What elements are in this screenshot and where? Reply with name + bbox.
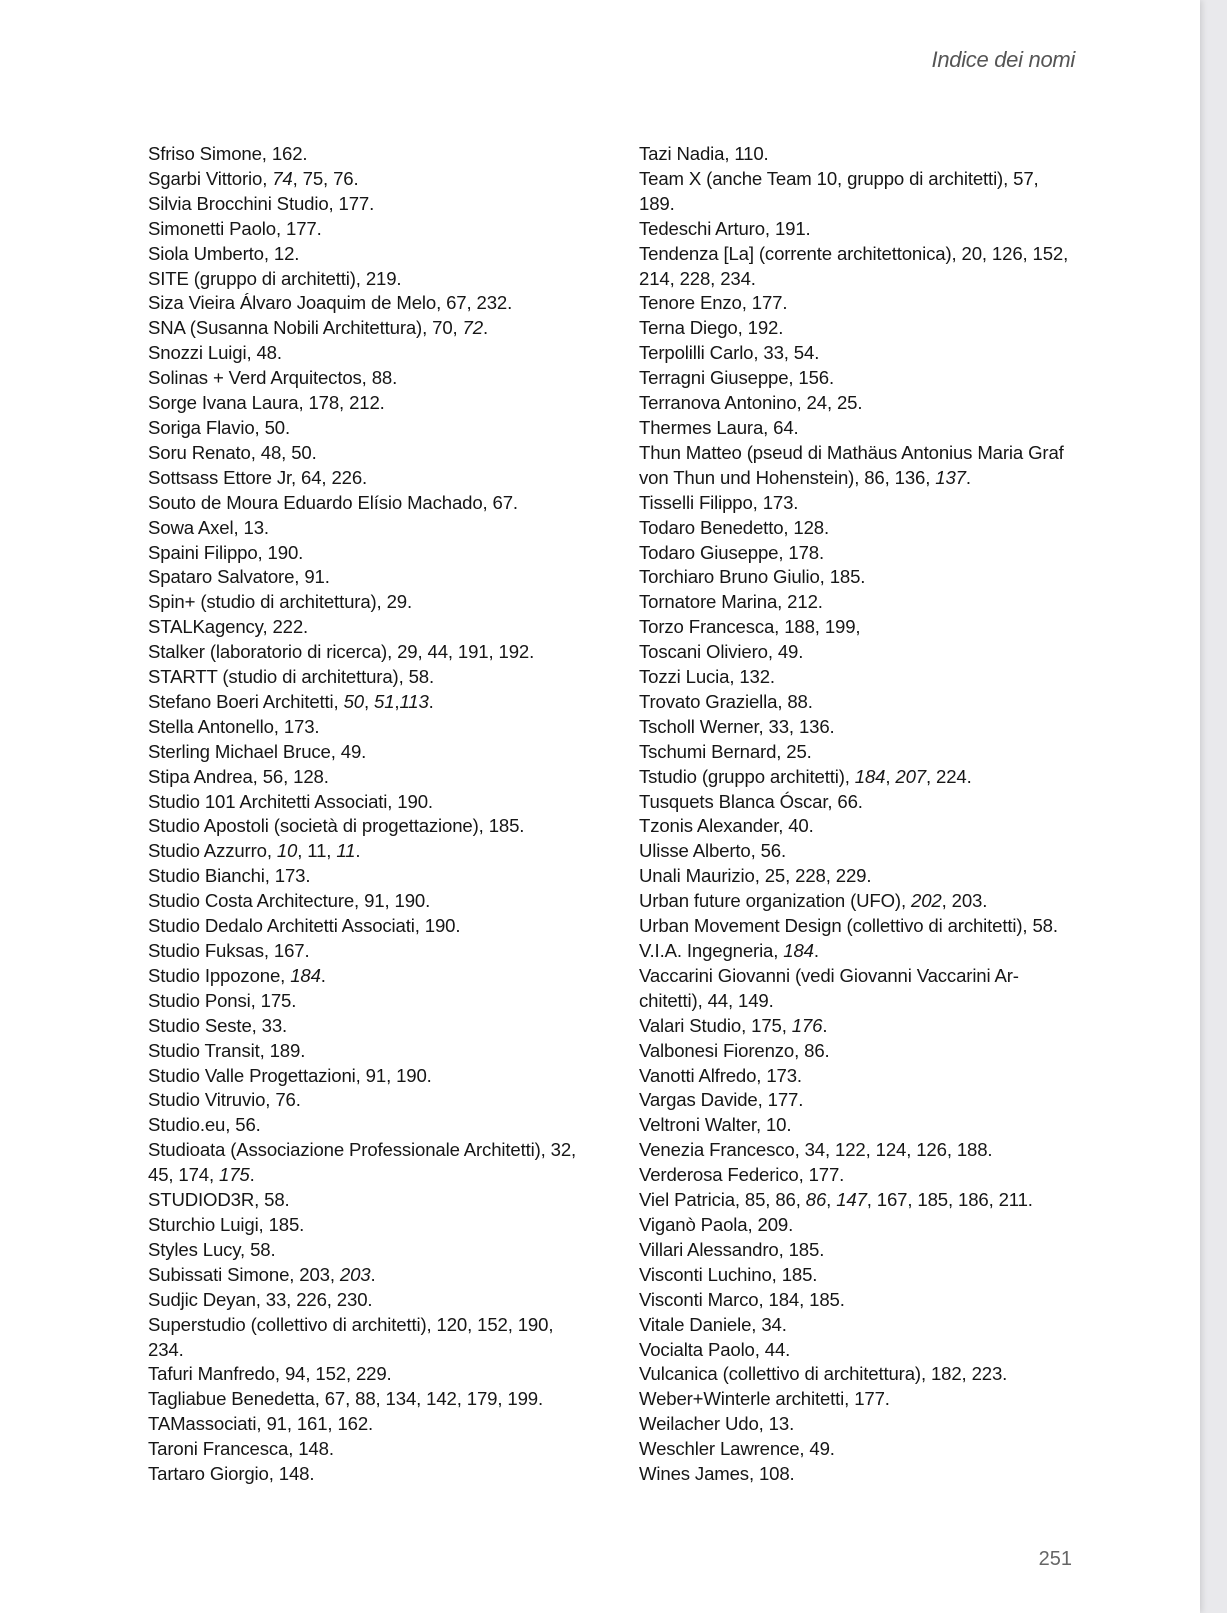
index-entry [639,366,1077,391]
index-entry-text: Studio Seste, 33. [148,1014,288,1036]
index-entry [148,740,596,765]
index-entry-text: , [394,690,400,712]
index-entry-page-ref-italic: 86 [805,1189,827,1211]
index-entry [639,1238,1077,1263]
index-entry-text: Sorge Ivana Laura, 178, 212. [148,392,385,414]
index-entry-text: . [355,840,361,862]
index-entry-page-ref-italic: 184 [854,765,886,787]
index-entry-text: Soriga Flavio, 50. [148,416,290,438]
index-entry-text: . [813,940,819,961]
index-entry [639,167,1077,192]
index-entry-text: Silvia Brocchini Studio, 177. [148,192,375,214]
index-entry-page-ref-italic: 175 [219,1164,250,1186]
index-entry-text: Studio 101 Architetti Associati, 190. [148,790,433,812]
index-entry-page-ref-italic: 202 [911,890,942,912]
index-entry-text: Studioata (Associazione Professionale Architetti), 32, [148,1139,577,1161]
index-entry [148,839,596,864]
index-entry-text: Tusquets Blanca Óscar, 66. [639,790,863,812]
index-entry [639,790,1077,815]
index-entry [639,267,1077,292]
index-entry-text: Tazi Nadia, 110. [639,143,769,164]
index-entry-text: Torzo Francesca, 188, 199, [639,616,861,638]
index-entry [148,939,596,964]
index-entry [148,491,596,516]
index-entry-page-ref-italic: 184 [783,940,814,961]
index-entry-page-ref-italic: 113 [399,690,429,712]
index-entry [639,1039,1077,1064]
index-entry-text: Veltroni Walter, 10. [639,1114,792,1136]
index-entry-text: Villari Alessandro, 185. [639,1238,825,1260]
index-entry-text: , 75, 76. [292,167,359,189]
index-entry-text: Tagliabue Benedetta, 67, 88, 134, 142, 179, 199. [148,1388,543,1410]
index-entry [148,889,596,914]
index-entry [148,291,596,316]
index-entry [639,765,1077,790]
index-entry [148,1039,596,1064]
index-entry-page-ref-italic: 207 [895,765,926,787]
index-entry-text: Sudjic Deyan, 33, 226, 230. [148,1288,373,1310]
index-entry [148,366,596,391]
index-entry [148,441,596,466]
index-entry [639,1064,1077,1089]
index-entry [148,1462,596,1487]
index-entry-text: Weilacher Udo, 13. [639,1413,795,1435]
index-entry-text: Todaro Benedetto, 128. [639,516,830,538]
index-entry-text: . [482,317,488,339]
index-entry-text: Viganò Paola, 209. [639,1213,794,1235]
index-entry-text: Studio Dedalo Architetti Associati, 190. [148,915,461,937]
index-entry-page-ref-italic: 176 [791,1014,823,1036]
index-entry [148,565,596,590]
index-entry [639,1088,1077,1113]
index-entry-text: Souto de Moura Eduardo Elísio Machado, 67. [148,491,518,513]
index-entry-page-ref-italic: 10 [276,840,298,862]
index-entry-text: Visconti Marco, 184, 185. [639,1288,845,1310]
index-entry-text: Unali Maurizio, 25, 228, 229. [639,865,872,887]
index-entry-page-ref-italic: 11 [336,840,356,862]
index-entry [148,217,596,242]
index-entry [639,1362,1077,1387]
index-entry [148,416,596,441]
index-entry-text: , 11, [297,840,337,862]
index-entry-text: Taroni Francesca, 148. [148,1438,334,1460]
index-entry [639,441,1077,466]
index-entry-text: . [965,466,971,488]
index-entry-text: Terranova Antonino, 24, 25. [639,392,863,414]
index-entry [639,1113,1077,1138]
index-entry-text: Valbonesi Fiorenzo, 86. [639,1039,830,1061]
index-entry-text: Vocialta Paolo, 44. [639,1338,791,1360]
index-entry-text: STALKagency, 222. [148,616,309,638]
index-entry-text: Verderosa Federico, 177. [639,1164,845,1186]
index-entry [639,516,1077,541]
index-entry-text: , [363,690,375,712]
index-entry-text: Tornatore Marina, 212. [639,591,823,613]
index-entry-text: Studio Valle Progettazioni, 91, 190. [148,1064,432,1086]
index-entry [148,267,596,292]
index-entry-text: Viel Patricia, 85, 86, [639,1189,806,1211]
index-entry-text: Studio.eu, 56. [148,1114,261,1136]
index-entry [148,341,596,366]
index-entry-text: Weschler Lawrence, 49. [639,1438,835,1460]
index-entry [639,192,1077,217]
index-entry [639,839,1077,864]
index-entry [639,1288,1077,1313]
index-entry-text: Studio Ponsi, 175. [148,989,297,1011]
index-entry-page-ref-italic: 203 [339,1263,371,1285]
index-entry-text: Studio Fuksas, 167. [148,940,310,961]
index-entry-text: . [249,1164,255,1186]
index-entry [639,590,1077,615]
index-entry-text: STUDIOD3R, 58. [148,1189,290,1211]
index-entry [639,142,1077,167]
index-entry-text: Studio Transit, 189. [148,1039,306,1061]
index-entry-page-ref-italic: 51 [374,690,395,712]
index-entry [639,864,1077,889]
index-entry-text: Tzonis Alexander, 40. [639,815,814,837]
index-entry [639,1138,1077,1163]
index-entry [148,864,596,889]
index-entry-text: , 167, 185, 186, 211. [866,1189,1033,1211]
index-entry-text: . [822,1014,828,1036]
index-entry-text: Styles Lucy, 58. [148,1238,276,1260]
index-entry-text: 45, 174, [148,1164,220,1186]
index-entry-text: Solinas + Verd Arquitectos, 88. [148,367,398,389]
index-entry [148,690,596,715]
index-entry-text: Stefano Boeri Architetti, [148,690,344,712]
index-entry [639,615,1077,640]
index-entry [148,1362,596,1387]
index-entry [639,217,1077,242]
index-entry [639,1387,1077,1412]
index-entry [148,715,596,740]
index-entry [148,1113,596,1138]
index-entry-text: , [885,765,896,787]
index-entry [148,1213,596,1238]
index-entry-text: Studio Bianchi, 173. [148,865,311,887]
index-entry [148,1313,596,1338]
index-entry-text: Snozzi Luigi, 48. [148,342,282,364]
index-entry-text: Venezia Francesco, 34, 122, 124, 126, 188. [639,1139,993,1161]
index-entry [639,541,1077,566]
index-entry-text: Torchiaro Bruno Giulio, 185. [639,566,866,588]
index-entry-text: Todaro Giuseppe, 178. [639,541,824,563]
index-entry-text: Stipa Andrea, 56, 128. [148,765,329,787]
index-entry-text: Sgarbi Vittorio, [148,167,273,189]
index-entry-text: . [320,964,326,986]
index-entry [639,341,1077,366]
index-entry [639,690,1077,715]
index-entry-text: chitetti), 44, 149. [639,989,774,1011]
index-column-left [148,142,596,1487]
index-entry [639,1462,1077,1487]
index-entry [148,1064,596,1089]
index-entry [148,1138,596,1163]
index-entry-text: Studio Costa Architecture, 91, 190. [148,890,431,912]
index-entry [148,541,596,566]
index-entry-text: Terna Diego, 192. [639,317,784,339]
index-entry-text: Sottsass Ettore Jr, 64, 226. [148,466,368,488]
index-entry-page-ref-italic: 74 [272,167,293,189]
index-entry [639,1163,1077,1188]
index-entry-text: Studio Azzurro, [148,840,277,862]
index-entry-page-ref-italic: 50 [343,690,364,712]
index-entry [148,516,596,541]
index-entry-text: Tenore Enzo, 177. [639,292,788,314]
index-entry [639,466,1077,491]
index-entry-text: Urban Movement Design (collettivo di architetti), 58. [639,915,1058,937]
index-entry-text: Sterling Michael Bruce, 49. [148,740,367,762]
index-entry [148,765,596,790]
index-entry [639,316,1077,341]
index-entry-text: Subissati Simone, 203, [148,1263,340,1285]
index-entry-text: Studio Apostoli (società di progettazione), 185. [148,815,525,837]
index-entry-text: Terragni Giuseppe, 156. [639,367,835,389]
index-entry-text: Ulisse Alberto, 56. [639,840,787,862]
index-entry-text: Studio Vitruvio, 76. [148,1089,301,1111]
index-entry [148,914,596,939]
index-entry [148,665,596,690]
index-entry [639,1338,1077,1363]
index-entry-text: Stalker (laboratorio di ricerca), 29, 44, 191, 192. [148,641,535,663]
index-entry [639,1188,1077,1213]
index-entry [639,989,1077,1014]
index-entry [148,1437,596,1462]
index-entry [639,1014,1077,1039]
index-entry-text: Tendenza [La] (corrente architettonica), 20, 126, 152, [639,242,1069,264]
index-entry-text: Soru Renato, 48, 50. [148,441,317,463]
index-entry-text: Spin+ (studio di architettura), 29. [148,591,412,613]
index-entry [148,242,596,267]
index-entry [148,1163,596,1188]
index-entry-page-ref-italic: 147 [836,1189,867,1211]
index-entry [639,1313,1077,1338]
index-entry-text: Tstudio (gruppo architetti), [639,765,855,787]
index-entry [148,1263,596,1288]
index-entry-text: STARTT (studio di architettura), 58. [148,666,435,688]
index-entry-text: Thermes Laura, 64. [639,416,799,438]
index-entry-text: Tafuri Manfredo, 94, 152, 229. [148,1363,392,1385]
index-entry [148,1412,596,1437]
index-entry [639,914,1077,939]
index-entry [639,939,1077,964]
index-entry [639,1263,1077,1288]
index-entry-text: Studio Ippozone, [148,964,291,986]
index-entry [148,192,596,217]
index-entry-text: Siza Vieira Álvaro Joaquim de Melo, 67, 232. [148,292,513,314]
index-entry-text: 189. [639,192,675,214]
index-entry-text: Sowa Axel, 13. [148,516,269,538]
index-entry-text: Siola Umberto, 12. [148,242,300,264]
index-entry [639,1213,1077,1238]
index-entry [639,565,1077,590]
index-entry-text: , 203. [941,890,988,912]
index-entry-text: Thun Matteo (pseud di Mathäus Antonius Maria Graf [639,441,1064,463]
index-entry-page-ref-italic: 72 [462,317,483,339]
index-entry-text: Weber+Winterle architetti, 177. [639,1388,890,1410]
index-entry-text: Stella Antonello, 173. [148,715,320,737]
index-entry [639,814,1077,839]
index-entry [148,814,596,839]
index-entry [639,1412,1077,1437]
index-entry-text: Vitale Daniele, 34. [639,1313,787,1335]
index-entry [148,1188,596,1213]
index-entry [639,491,1077,516]
index-entry-text: Spaini Filippo, 190. [148,541,304,563]
index-entry-text: 234. [148,1338,184,1360]
index-entry [148,391,596,416]
index-entry-text: 214, 228, 234. [639,267,756,289]
index-entry-text: von Thun und Hohenstein), 86, 136, [639,466,936,488]
index-entry [639,242,1077,267]
index-entry-text: , 224. [925,765,972,787]
index-entry-text: Urban future organization (UFO), [639,890,912,912]
index-entry-text: Tschumi Bernard, 25. [639,740,812,762]
index-entry [639,391,1077,416]
index-entry [148,1338,596,1363]
index-entry-text: Valari Studio, 175, [639,1014,792,1036]
index-entry-text: Team X (anche Team 10, gruppo di architetti), 57, [639,167,1039,189]
index-entry-text: Tscholl Werner, 33, 136. [639,715,835,737]
page-number: 251 [1038,1548,1072,1570]
index-entry-text: Vaccarini Giovanni (vedi Giovanni Vaccarini Ar- [639,964,1019,986]
index-entry [148,316,596,341]
index-entry-text: Vargas Davide, 177. [639,1089,804,1111]
index-entry [639,889,1077,914]
index-entry-text: Vulcanica (collettivo di architettura), 182, 223. [639,1363,1008,1385]
index-entry-text: V.I.A. Ingegneria, [639,940,784,961]
index-entry-text: Vanotti Alfredo, 173. [639,1064,802,1086]
index-entry [639,416,1077,441]
index-entry-text: SITE (gruppo di architetti), 219. [148,267,402,289]
index-entry [148,590,596,615]
index-entry [148,989,596,1014]
index-entry-text: Tartaro Giorgio, 148. [148,1463,315,1485]
index-entry [639,665,1077,690]
index-entry [148,1014,596,1039]
index-entry-text: . [370,1263,376,1285]
running-header-title: Indice dei nomi [931,47,1075,72]
index-entry-text: Sturchio Luigi, 185. [148,1213,305,1235]
index-column-right [639,142,1077,1487]
index-entry [639,715,1077,740]
index-entry [639,640,1077,665]
index-entry-text: Tisselli Filippo, 173. [639,491,799,513]
index-entry-text: Terpolilli Carlo, 33, 54. [639,342,820,364]
index-entry-text: Tozzi Lucia, 132. [639,666,775,688]
index-entry-text: SNA (Susanna Nobili Architettura), 70, [148,317,463,339]
index-entry-text: Spataro Salvatore, 91. [148,566,330,588]
index-entry [639,740,1077,765]
index-entry [148,466,596,491]
index-entry-text: Visconti Luchino, 185. [639,1263,818,1285]
index-entry [148,964,596,989]
index-entry [639,291,1077,316]
index-entry-text: TAMassociati, 91, 161, 162. [148,1413,374,1435]
index-entry-text: Superstudio (collettivo di architetti), 120, 152, 190, [148,1313,554,1335]
index-entry [148,1238,596,1263]
index-entry [639,1437,1077,1462]
index-entry-text: Tedeschi Arturo, 191. [639,217,811,239]
index-entry-page-ref-italic: 184 [290,964,321,986]
index-entry [148,1088,596,1113]
index-entry-text: Toscani Oliviero, 49. [639,641,804,663]
index-entry [148,790,596,815]
index-entry [148,640,596,665]
index-entry [639,964,1077,989]
index-entry-text: . [428,690,434,712]
index-entry-text: Wines James, 108. [639,1463,795,1485]
index-entry-page-ref-italic: 137 [935,466,966,488]
index-entry [148,1288,596,1313]
index-entry-text: Sfriso Simone, 162. [148,143,308,164]
index-entry [148,615,596,640]
index-entry [148,167,596,192]
index-entry [148,1387,596,1412]
index-entry [148,142,596,167]
index-entry-text: , [826,1189,837,1211]
index-entry-text: Trovato Graziella, 88. [639,690,813,712]
index-entry-text: Simonetti Paolo, 177. [148,217,322,239]
